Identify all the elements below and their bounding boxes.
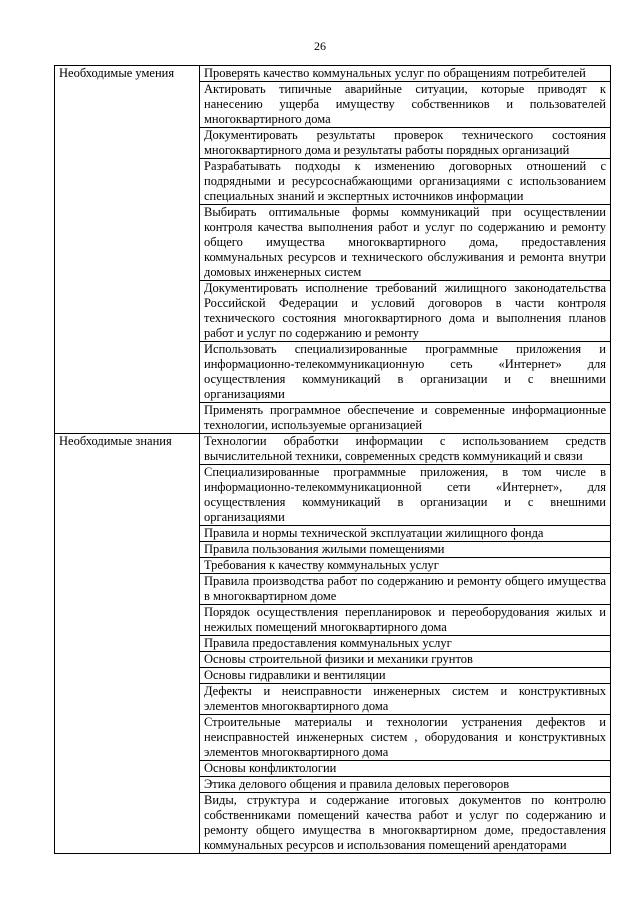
requirement-item: Документировать результаты проверок технического состояния многоквартирного дома и результаты работы порядных организаций — [200, 128, 611, 159]
table-row — [55, 66, 611, 82]
requirement-item: Требования к качеству коммунальных услуг — [200, 558, 611, 574]
requirement-item: Применять программное обеспечение и современные информационные технологии, используемые организацией — [200, 403, 611, 434]
requirement-item: Использовать специализированные программные приложения и информационно-телекоммуникационную сеть «Интернет» для осуществления коммуникаций в организации и с внешними организациями — [200, 342, 611, 403]
requirements-table — [54, 65, 611, 854]
page-number: 26 — [314, 39, 326, 53]
requirement-item: Правила и нормы технической эксплуатации жилищного фонда — [200, 526, 611, 542]
requirement-item: Основы конфликтологии — [200, 761, 611, 777]
requirement-item: Основы строительной физики и механики грунтов — [200, 652, 611, 668]
requirement-item: Разрабатывать подходы к изменению договорных отношений с подрядными и ресурсоснабжающими организациями с использованием специальных знаний и экспертных источников информации — [200, 159, 611, 205]
section-label: Необходимые знания — [55, 434, 200, 854]
requirement-item: Правила производства работ по содержанию и ремонту общего имущества в многоквартирном доме — [200, 574, 611, 605]
requirement-item: Технологии обработки информации с использованием средств вычислительной техники, современных средств коммуникаций и связи — [200, 434, 611, 465]
requirement-item: Выбирать оптимальные формы коммуникаций при осуществлении контроля качества выполнения работ и услуг по содержанию и ремонту общего имущества многоквартирного дома, предоставления коммунальных ресурсов и технического обслуживания и ремонта внутри домовых инженерных систем — [200, 205, 611, 281]
requirement-item: Дефекты и неисправности инженерных систем и конструктивных элементов многоквартирного дома — [200, 684, 611, 715]
requirement-item: Актировать типичные аварийные ситуации, которые приводят к нанесению ущерба имуществу собственников и пользователей многоквартирного дома — [200, 82, 611, 128]
requirement-item: Правила предоставления коммунальных услуг — [200, 636, 611, 652]
requirement-item: Этика делового общения и правила деловых переговоров — [200, 777, 611, 793]
requirement-item: Виды, структура и содержание итоговых документов по контролю собственниками помещений качества работ и услуг по содержанию и ремонту общего имущества в многоквартирном доме, предоставления коммунальных ресурсов и использования помещений арендаторами — [200, 793, 611, 854]
requirement-item: Специализированные программные приложения, в том числе в информационно-телекоммуникационной сети «Интернет», для осуществления коммуникаций в организации и с внешними организациями — [200, 465, 611, 526]
requirement-item: Порядок осуществления перепланировок и переоборудования жилых и нежилых помещений многоквартирного дома — [200, 605, 611, 636]
section-label: Необходимые умения — [55, 66, 200, 434]
table-row — [55, 434, 611, 465]
requirement-item: Строительные материалы и технологии устранения дефектов и неисправностей инженерных систем , оборудования и конструктивных элементов многоквартирного дома — [200, 715, 611, 761]
requirement-item: Документировать исполнение требований жилищного законодательства Российской Федерации и условий договоров в части контроля технического состояния многоквартирного дома и выполнения планов работ и услуг по содержанию и ремонту — [200, 281, 611, 342]
requirement-item: Основы гидравлики и вентиляции — [200, 668, 611, 684]
requirement-item: Правила пользования жилыми помещениями — [200, 542, 611, 558]
requirement-item: Проверять качество коммунальных услуг по обращениям потребителей — [200, 66, 611, 82]
